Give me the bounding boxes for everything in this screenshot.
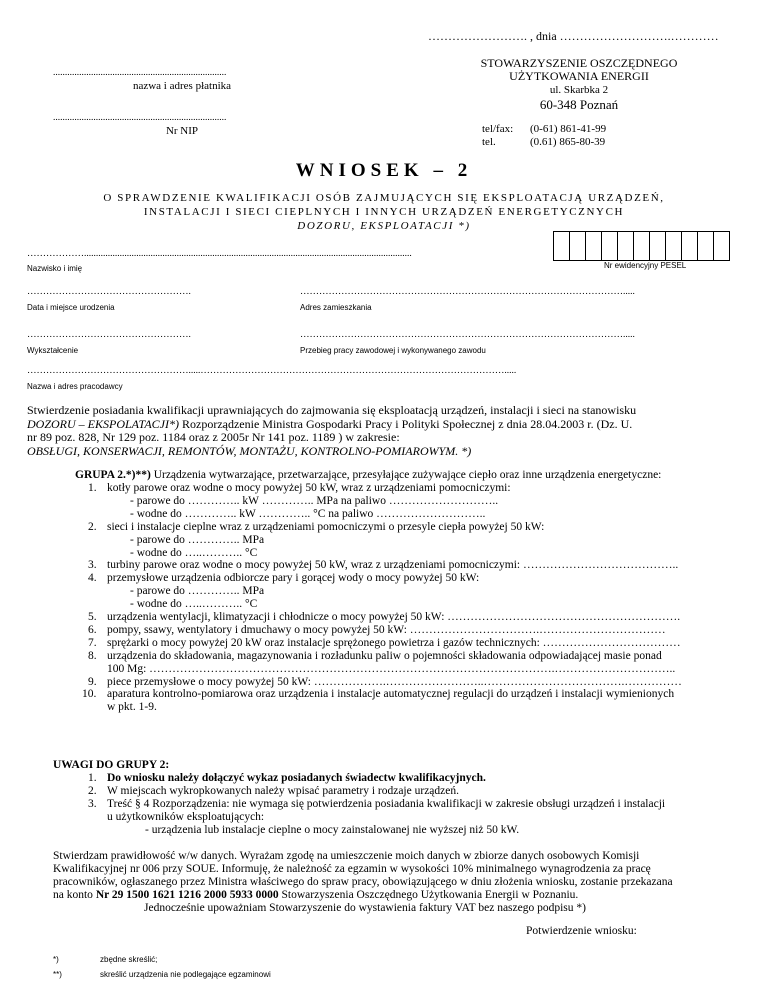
intro-line: Stwierdzenie posiadania kwalifikacji uprawniających do zajmowania się eksploatacją urządzeń, instalacji i sieci na stanowisku xyxy=(27,403,637,417)
item-number: 8. xyxy=(88,649,97,662)
subtitle-3: DOZORU, EKSPLOATACJI *) xyxy=(297,220,471,232)
tel-number: (0.61) 865-80-39 xyxy=(530,136,606,148)
declaration xyxy=(53,850,743,915)
note-number: 2. xyxy=(88,785,97,797)
org-name-2: UŻYTKOWANIA ENERGII xyxy=(509,69,649,83)
item-text: kotły parowe oraz wodne o mocy powyżej 50 kW, wraz z urządzeniami pomocniczymi: xyxy=(107,482,511,494)
declaration-line: pracowników, ogłaszanego przez Ministra właściwego do spraw pracy, obowiązującego w dniu złożenia wniosku, zostanie przekazana xyxy=(53,876,673,888)
tel-label: tel. xyxy=(482,136,496,148)
note-number: 1. xyxy=(88,772,97,784)
pesel-box[interactable] xyxy=(665,231,682,261)
note-1: Do wniosku należy dołączyć wykaz posiadanych świadectw kwalifikacyjnych. xyxy=(107,772,486,784)
note-3: Treść § 4 Rozporządzenia: nie wymaga się potwierdzenia posiadania kwalifikacji w zakresie obsługi urządzeń i instalacji xyxy=(107,798,666,810)
employer-field[interactable]: …………………………………………….....……………………………………………………………………………………..... xyxy=(27,366,517,376)
note-2: W miejscach wykropkowanych należy wpisać parametry i rodzaje urządzeń. xyxy=(107,785,459,797)
pesel-box[interactable] xyxy=(633,231,650,261)
education-label: Wykształcenie xyxy=(27,346,79,355)
group-title-bold: GRUPA 2.*)**) xyxy=(75,469,151,481)
pesel-box[interactable] xyxy=(617,231,634,261)
item-parameter-line[interactable]: - parowe do ………….. kW ………….. MPa na paliwo ……………………….. xyxy=(130,494,499,507)
pesel-label: Nr ewidencyjny PESEL xyxy=(604,261,687,270)
note-number: 3. xyxy=(88,798,97,810)
telfax-number: (0-61) 861-41-99 xyxy=(530,123,607,135)
item-text: przemysłowe urządzenia odbiorcze pary i gorącej wody o mocy powyżej 50 kW: xyxy=(107,572,480,585)
item-number: 6. xyxy=(88,623,97,636)
career-label: Przebieg pracy zawodowej i wykonywanego zawodu xyxy=(300,346,486,355)
page-title: WNIOSEK – 2 xyxy=(295,160,473,181)
nip-dots[interactable]: ......................................................................... xyxy=(53,113,227,123)
payer-label: nazwa i adres płatnika xyxy=(132,80,232,92)
pesel-box[interactable] xyxy=(553,231,570,261)
name-field[interactable]: ……………….......................................................................................................................................... xyxy=(27,249,412,259)
declaration-line xyxy=(53,889,743,902)
note-3-cont: u użytkowników eksploatujących: xyxy=(107,811,265,823)
item-text: pompy, ssawy, wentylatory i dmuchawy o mocy powyżej 50 kW: …………………………….…………………………… xyxy=(107,623,666,636)
address-label: Adres zamieszkania xyxy=(300,303,372,312)
pesel-box[interactable] xyxy=(569,231,586,261)
footnote-mark: *) xyxy=(53,955,59,964)
group-title xyxy=(75,469,661,481)
pesel-box[interactable] xyxy=(713,231,730,261)
item-text: w pkt. 1-9. xyxy=(107,701,157,714)
account-suffix: Stowarzyszenia Oszczędnego Użytkowania Energii w Poznaniu. xyxy=(278,889,579,901)
payer-dots[interactable]: ......................................................................... xyxy=(53,68,227,78)
notes-title: UWAGI DO GRUPY 2: xyxy=(53,759,170,771)
item-parameter-line[interactable]: - wodne do …..……….. °C xyxy=(130,546,258,559)
pesel-box[interactable] xyxy=(649,231,666,261)
declaration-line: Kwalifikacyjnej nr 006 przy SOUE. Informuję, że należność za egzamin w wysokości 10% minimalnego wynagrodzenia za pracę xyxy=(53,863,651,875)
item-text: sieci i instalacje cieplne wraz z urządzeniami pomocniczymi o przesyle ciepła powyżej 50 kW: xyxy=(107,520,545,533)
nip-label: Nr NIP xyxy=(165,125,199,137)
intro-line xyxy=(27,418,742,432)
item-parameter-line[interactable]: - parowe do ………….. MPa xyxy=(130,533,265,546)
item-parameter-line[interactable]: - wodne do …..……….. °C xyxy=(130,598,258,611)
org-city: 60-348 Poznań xyxy=(539,97,619,112)
declaration-line: Jednocześnie upoważniam Stowarzyszenie do wystawienia faktury VAT bez naszego podpisu *) xyxy=(144,902,586,914)
item-text: sprężarki o mocy powyżej 20 kW oraz instalacje sprężonego powietrza i gazów technicznych: ……………………………… xyxy=(107,636,681,649)
item-text: piece przemysłowe o mocy powyżej 50 kW: ……………….……………………..……………………………….…………… xyxy=(107,675,682,688)
name-label: Nazwisko i imię xyxy=(27,264,83,273)
education-field[interactable]: ……………………………………………. xyxy=(27,330,191,340)
item-text: urządzenia do składowania, magazynowania i rozładunku paliw o pojemności składowania odpowiadającej masie ponad xyxy=(107,649,662,662)
item-text: urządzenia wentylacji, klimatyzacji i chłodnicze o mocy powyżej 50 kW: ……………………………………………………. xyxy=(107,611,681,623)
subtitle-1: O SPRAWDZENIE KWALIFIKACJI OSÓB ZAJMUJĄCYCH SIĘ EKSPLOATACJĄ URZĄDZEŃ, xyxy=(103,192,665,204)
account-number: Nr 29 1500 1621 1216 2000 5933 0000 xyxy=(95,889,279,901)
item-text: 100 Mg: …………………………………………………………………………………………….………………………….. xyxy=(107,662,676,675)
item-number: 3. xyxy=(88,559,97,572)
career-field[interactable]: …………………………………………………………………………………………..... xyxy=(300,330,635,340)
pesel-box[interactable] xyxy=(681,231,698,261)
telfax-label: tel/fax: xyxy=(482,123,514,135)
item-number: 1. xyxy=(88,482,97,494)
intro-paragraph xyxy=(27,404,742,458)
employer-label: Nazwa i adres pracodawcy xyxy=(27,382,123,391)
item-number: 4. xyxy=(88,572,97,585)
footnote-text: zbędne skreślić; xyxy=(100,955,158,964)
item-number: 9. xyxy=(88,675,97,688)
intro-line: nr 89 poz. 828, Nr 129 poz. 1184 oraz z 2005r Nr 141 poz. 1189 ) w zakresie: xyxy=(27,430,400,444)
item-text: turbiny parowe oraz wodne o mocy powyżej 50 kW, wraz z urządzeniami pomocniczymi: ………………………………….. xyxy=(107,559,679,572)
confirmation-label: Potwierdzenie wniosku: xyxy=(526,925,637,937)
item-number: 7. xyxy=(88,636,97,649)
intro-scope: OBSŁUGI, KONSERWACJI, REMONTÓW, MONTAŻU, KONTROLNO-POMIAROWYM. *) xyxy=(27,443,472,458)
subtitle-2: INSTALACJI I SIECI CIEPLNYCH I INNYCH URZĄDZEŃ ENERGETYCZNYCH xyxy=(143,206,625,218)
footnote-mark: **) xyxy=(53,970,62,979)
item-parameter-line[interactable]: - wodne do ………….. kW ………….. °C na paliwo ……………………….. xyxy=(130,507,486,520)
account-prefix: na konto xyxy=(53,889,96,901)
footnote-text: skreślić urządzenia nie podlegające egzaminowi xyxy=(100,970,271,979)
item-parameter-line[interactable]: - parowe do ………….. MPa xyxy=(130,585,265,598)
birth-field[interactable]: ……………………………………………. xyxy=(27,287,191,297)
pesel-box[interactable] xyxy=(585,231,602,261)
item-number: 2. xyxy=(88,520,97,533)
declaration-line: Stwierdzam prawidłowość w/w danych. Wyrażam zgodę na umieszczenie moich danych w zbiorze danych osobowych Komisji xyxy=(53,850,640,862)
org-name-1: STOWARZYSZENIE OSZCZĘDNEGO xyxy=(480,56,678,70)
intro-position: DOZORU – EKSPOLATACJI*) xyxy=(27,416,179,431)
birth-label: Data i miejsce urodzenia xyxy=(27,303,115,312)
group-title-rest: Urządzenia wytwarzające, przetwarzające, przesyłające zużywające ciepło oraz inne urządzenia energetyczne: xyxy=(150,469,662,481)
org-street: ul. Skarbka 2 xyxy=(549,84,609,96)
pesel-box[interactable] xyxy=(601,231,618,261)
item-text: aparatura kontrolno-pomiarowa oraz urządzenia i instalacje automatycznej regulacji do urządzeń i instalacji wymienionych xyxy=(107,688,675,701)
item-number: 10. xyxy=(82,688,97,701)
item-number: 5. xyxy=(88,611,97,623)
pesel-box[interactable] xyxy=(697,231,714,261)
date-line[interactable]: ……………………. , dnia ……………………….………… xyxy=(428,29,719,43)
intro-regulation: Rozporządzenie Ministra Gospodarki Pracy i Polityki Społecznej z dnia 28.04.2003 r. (Dz. U. xyxy=(179,416,633,431)
address-field[interactable]: …………………………………………………………………………………………..... xyxy=(300,287,635,297)
note-3-item: - urządzenia lub instalacje cieplne o mocy zainstalowanej nie wyższej niż 50 kW. xyxy=(145,824,520,836)
